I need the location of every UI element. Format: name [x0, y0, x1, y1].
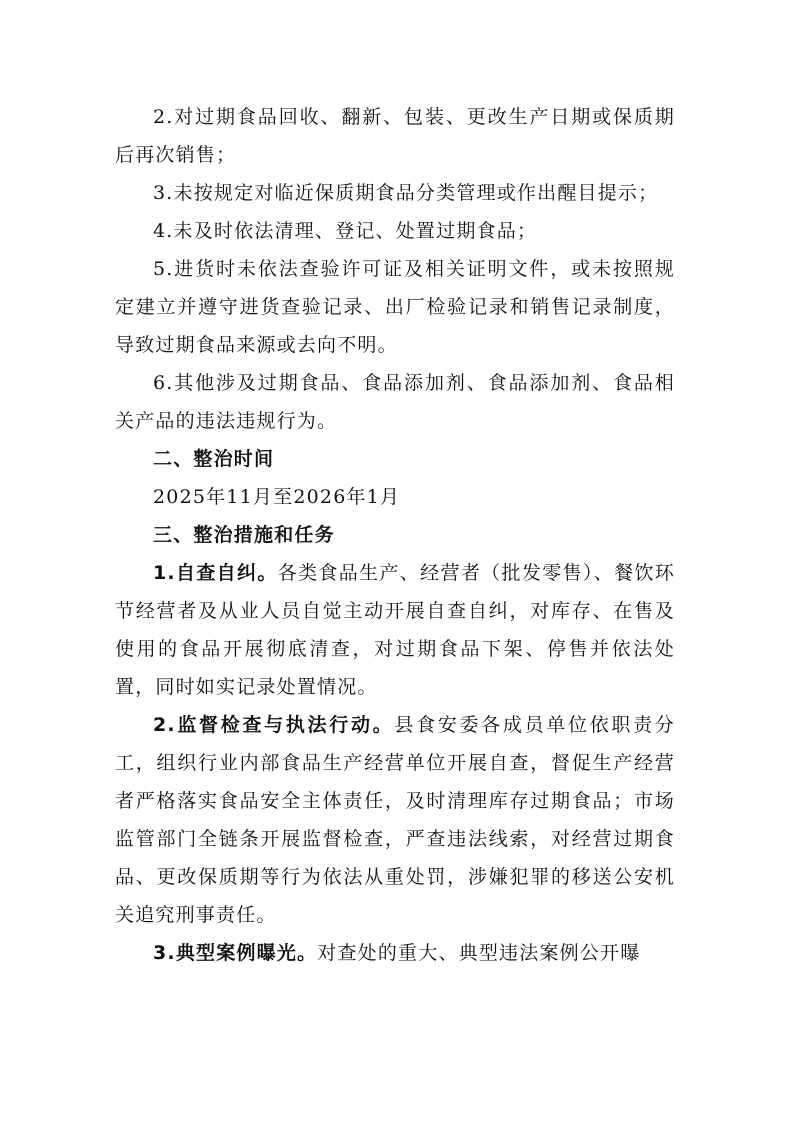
document-body — [115, 98, 675, 972]
task-self-inspection — [115, 554, 675, 706]
section-time-text: 2025年11月至2026年1月 — [153, 486, 401, 508]
violation-item-3: 3.未按规定对临近保质期食品分类管理或作出醒目提示； — [153, 182, 659, 204]
violation-item-5: 5.进货时未依法查验许可证及相关证明文件，或未按照规定建立并遵守进货查验记录、出厂检验记录和销售记录制度，导致过期食品来源或去向不明。 — [115, 258, 675, 356]
violation-item-4: 4.未及时依法清理、登记、处置过期食品； — [153, 220, 538, 242]
section-heading-time: 二、整治时间 — [153, 448, 275, 470]
task-lead: 3.典型案例曝光。 — [153, 942, 318, 964]
task-text: 县食安委各成员单位依职责分工，组织行业内部食品生产经营单位开展自查，督促生产经营者严格落实食品安全主体责任，及时清理库存过期食品；市场监管部门全链条开展监督检查，严查违法线索，对经营过期食品、更改保质期等行为依法从重处罚，涉嫌犯罪的移送公安机关追究刑事责任。 — [115, 714, 676, 926]
task-lead: 1.自查自纠。 — [153, 562, 278, 584]
task-case-exposure — [115, 934, 675, 972]
task-lead: 2.监督检查与执法行动。 — [153, 714, 395, 736]
task-text: 各类食品生产、经营者（批发零售）、餐饮环节经营者及从业人员自觉主动开展自查自纠，对库存、在售及使用的食品开展彻底清查，对过期食品下架、停售并依法处置，同时如实记录处置情况。 — [115, 562, 675, 698]
violation-item-6: 6.其他涉及过期食品、食品添加剂、食品添加剂、食品相关产品的违法违规行为。 — [115, 372, 675, 432]
task-supervision — [115, 706, 675, 934]
section-heading-measures: 三、整治措施和任务 — [153, 524, 335, 546]
task-text: 对查处的重大、典型违法案例公开曝 — [317, 942, 641, 964]
violation-item-2: 2.对过期食品回收、翻新、包装、更改生产日期或保质期后再次销售； — [115, 106, 675, 166]
